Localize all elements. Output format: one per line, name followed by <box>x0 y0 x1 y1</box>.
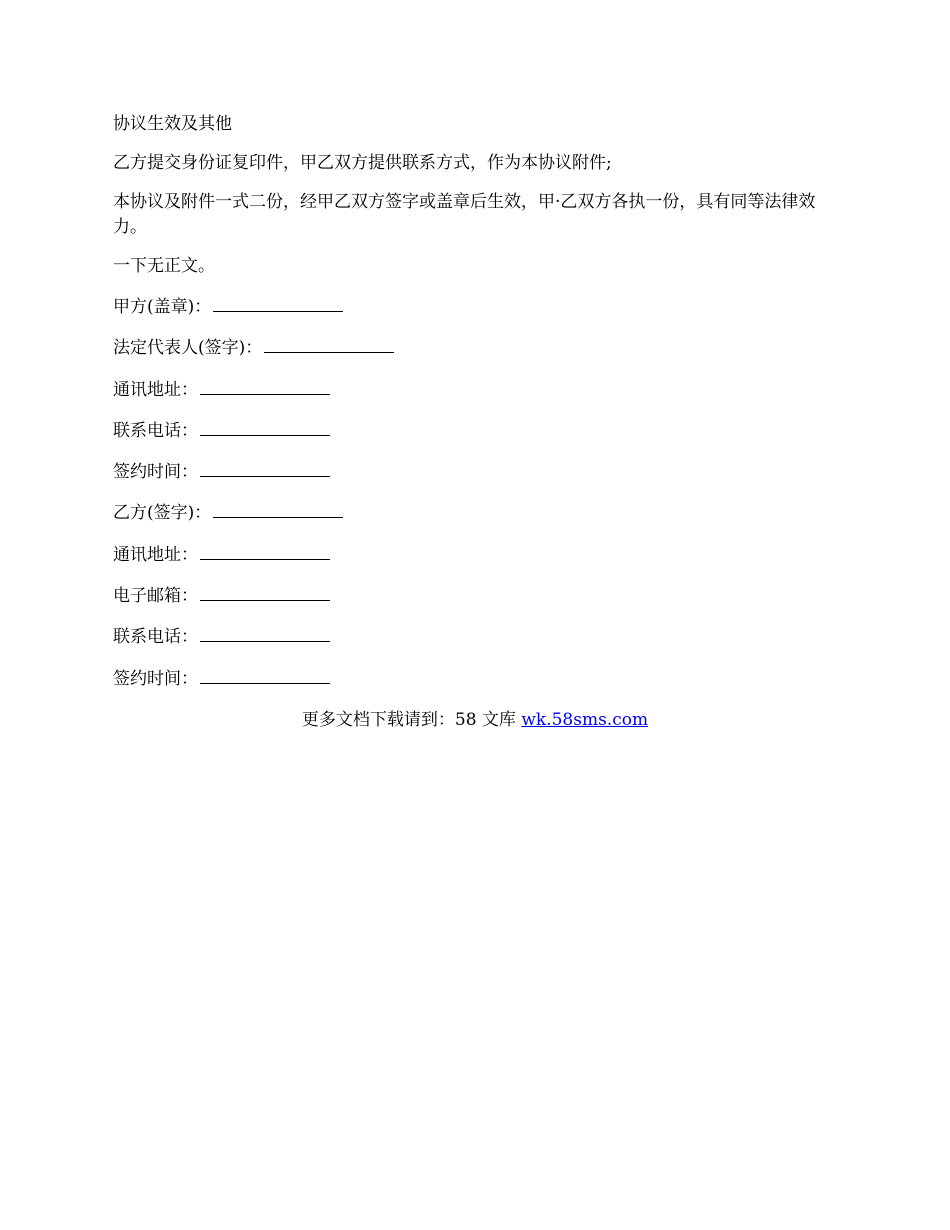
field-party-a-seal <box>113 295 833 320</box>
field-party-b-phone <box>113 625 833 650</box>
field-label: 法定代表人(签字)： <box>113 338 263 359</box>
field-party-b-email <box>113 584 833 609</box>
field-label: 签约时间： <box>113 668 198 689</box>
section-heading: 协议生效及其他 <box>113 114 232 134</box>
signature-line <box>213 310 343 312</box>
signature-line <box>200 558 330 560</box>
field-party-b-address <box>113 543 833 568</box>
field-label: 乙方(签字)： <box>113 503 212 524</box>
signature-line <box>200 682 330 684</box>
signature-line <box>213 516 343 518</box>
field-party-a-address <box>113 378 833 403</box>
field-party-b-signature <box>113 501 833 526</box>
signature-line <box>200 434 330 436</box>
field-label: 通讯地址： <box>113 544 198 565</box>
signature-line <box>200 640 330 642</box>
field-legal-representative <box>113 336 833 361</box>
signature-line <box>200 599 330 601</box>
field-label: 签约时间： <box>113 462 198 483</box>
footer-link[interactable]: wk.58sms.com <box>521 710 649 730</box>
field-party-a-phone <box>113 419 833 444</box>
field-party-b-sign-date <box>113 667 833 692</box>
paragraph-effect: 本协议及附件一式二份，经甲乙双方签字或盖章后生效，甲·乙双方各执一份，具有同等法律效力。 <box>113 192 816 237</box>
field-label: 通讯地址： <box>113 379 198 400</box>
footer-text: 更多文档下载请到：58 文库 <box>301 710 522 730</box>
download-footer <box>0 708 950 733</box>
signature-line <box>200 393 330 395</box>
signature-line <box>200 475 330 477</box>
document-body <box>113 112 833 708</box>
field-label: 甲方(盖章)： <box>113 297 212 317</box>
field-party-a-sign-date <box>113 460 833 485</box>
field-label: 联系电话： <box>113 627 198 648</box>
paragraph-no-text: 一下无正文。 <box>113 256 215 276</box>
field-label: 联系电话： <box>113 420 198 441</box>
signature-line <box>264 351 394 353</box>
paragraph-attachment: 乙方提交身份证复印件，甲乙双方提供联系方式，作为本协议附件; <box>113 153 612 173</box>
field-label: 电子邮箱： <box>113 586 198 607</box>
